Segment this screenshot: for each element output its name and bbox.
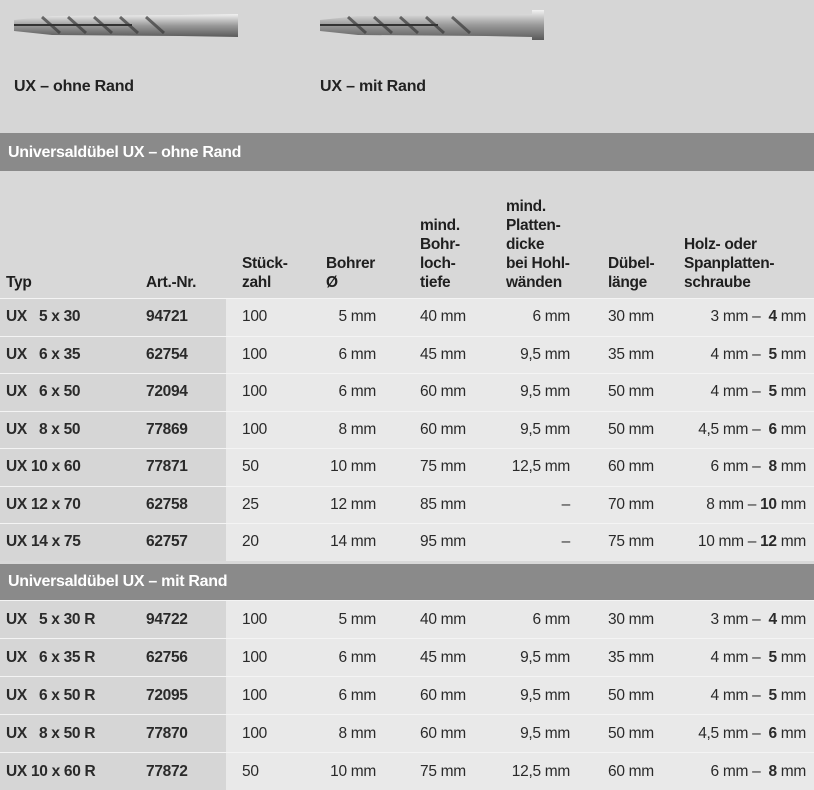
schraube-min: 10 mm – xyxy=(697,533,761,551)
cell-duebellaenge: 50 mm xyxy=(608,420,654,438)
cell-art-nr: 94722 xyxy=(146,610,188,628)
table-row xyxy=(0,336,814,374)
cell-schraube xyxy=(680,299,810,336)
cell-schraube xyxy=(680,412,810,449)
schraube-unit: mm xyxy=(776,308,806,326)
cell-plattendicke: 12,5 mm xyxy=(511,762,570,780)
cell-stueckzahl: 100 xyxy=(242,308,267,326)
cell-art-nr: 62758 xyxy=(146,495,188,513)
cell-typ: UX 14 x 75 xyxy=(6,533,81,551)
cell-duebellaenge: 30 mm xyxy=(608,610,654,628)
cell-art-nr: 72095 xyxy=(146,686,188,704)
cell-schraube xyxy=(680,449,810,486)
cell-plattendicke: 9,5 mm xyxy=(520,648,570,666)
table-row xyxy=(0,448,814,486)
schraube-min: 4 mm – xyxy=(710,686,769,704)
cell-typ: UX 6 x 50 xyxy=(6,383,81,401)
cell-bohrlochtiefe: 40 mm xyxy=(420,610,466,628)
table-row xyxy=(0,600,814,638)
cell-schraube xyxy=(680,677,810,714)
table-row xyxy=(0,486,814,524)
cell-art-nr: 62757 xyxy=(146,533,188,551)
cell-duebellaenge: 35 mm xyxy=(608,648,654,666)
cell-bohrer: 5 mm xyxy=(338,610,376,628)
schraube-min: 8 mm – xyxy=(706,495,761,513)
cell-typ: UX 5 x 30 xyxy=(6,308,81,326)
schraube-max: 6 xyxy=(768,420,777,438)
schraube-min: 4,5 mm – xyxy=(698,420,769,438)
cell-duebellaenge: 70 mm xyxy=(608,495,654,513)
cell-stueckzahl: 100 xyxy=(242,724,267,742)
cell-art-nr: 62754 xyxy=(146,345,188,363)
schraube-max: 12 xyxy=(760,533,777,551)
cell-stueckzahl: 50 xyxy=(242,458,259,476)
cell-duebellaenge: 30 mm xyxy=(608,308,654,326)
table-body-ohne-rand xyxy=(0,298,814,561)
cell-bohrer: 10 mm xyxy=(330,762,376,780)
header-schraube: Holz- oder Spanplatten- schraube xyxy=(684,236,775,291)
cell-bohrer: 10 mm xyxy=(330,458,376,476)
schraube-min: 4 mm – xyxy=(710,383,769,401)
cell-stueckzahl: 100 xyxy=(242,383,267,401)
cell-art-nr: 62756 xyxy=(146,648,188,666)
cell-schraube xyxy=(680,374,810,411)
schraube-min: 6 mm – xyxy=(710,762,769,780)
cell-stueckzahl: 25 xyxy=(242,495,259,513)
schraube-min: 4 mm – xyxy=(710,345,769,363)
cell-typ: UX 8 x 50 R xyxy=(6,724,96,742)
table-row xyxy=(0,638,814,676)
cell-bohrer: 6 mm xyxy=(338,345,376,363)
cell-plattendicke: 9,5 mm xyxy=(520,345,570,363)
schraube-max: 5 xyxy=(768,383,777,401)
schraube-max: 5 xyxy=(768,686,777,704)
table-row xyxy=(0,298,814,336)
dowel-ohne-rand-image xyxy=(12,8,240,42)
table-row xyxy=(0,676,814,714)
cell-plattendicke: 9,5 mm xyxy=(520,383,570,401)
cell-typ: UX 5 x 30 R xyxy=(6,610,96,628)
cell-duebellaenge: 75 mm xyxy=(608,533,654,551)
cell-stueckzahl: 100 xyxy=(242,686,267,704)
cell-stueckzahl: 100 xyxy=(242,610,267,628)
cell-duebellaenge: 60 mm xyxy=(608,458,654,476)
schraube-unit: mm xyxy=(776,458,806,476)
schraube-unit: mm xyxy=(776,345,806,363)
schraube-unit: mm xyxy=(776,495,806,513)
cell-duebellaenge: 50 mm xyxy=(608,724,654,742)
cell-schraube xyxy=(680,715,810,752)
cell-schraube xyxy=(680,601,810,638)
cell-art-nr: 72094 xyxy=(146,383,188,401)
cell-typ: UX 12 x 70 xyxy=(6,495,81,513)
header-art-nr: Art.-Nr. xyxy=(146,274,197,291)
schraube-max: 6 xyxy=(768,724,777,742)
header-bohrlochtiefe: mind. Bohr- loch- tiefe xyxy=(420,217,460,291)
cell-bohrlochtiefe: 60 mm xyxy=(420,383,466,401)
cell-schraube xyxy=(680,753,810,790)
schraube-unit: mm xyxy=(776,383,806,401)
cell-typ: UX 10 x 60 R xyxy=(6,762,96,780)
header-stueckzahl: Stück- zahl xyxy=(242,255,288,291)
cell-duebellaenge: 60 mm xyxy=(608,762,654,780)
schraube-max: 8 xyxy=(768,458,777,476)
cell-art-nr: 77872 xyxy=(146,762,188,780)
cell-duebellaenge: 35 mm xyxy=(608,345,654,363)
schraube-max: 4 xyxy=(768,308,777,326)
cell-bohrlochtiefe: 95 mm xyxy=(420,533,466,551)
schraube-min: 6 mm – xyxy=(710,458,769,476)
cell-bohrer: 6 mm xyxy=(338,383,376,401)
cell-art-nr: 77869 xyxy=(146,420,188,438)
schraube-unit: mm xyxy=(776,610,806,628)
header-duebellaenge: Dübel- länge xyxy=(608,255,655,291)
cell-bohrer: 8 mm xyxy=(338,420,376,438)
header-bohrer: Bohrer Ø xyxy=(326,255,376,291)
cell-schraube xyxy=(680,487,810,524)
cell-stueckzahl: 20 xyxy=(242,533,259,551)
table-row xyxy=(0,411,814,449)
product-image-area xyxy=(0,0,814,133)
header-plattendicke: mind. Platten- dicke bei Hohl- wänden xyxy=(506,198,570,291)
cell-duebellaenge: 50 mm xyxy=(608,383,654,401)
cell-bohrlochtiefe: 40 mm xyxy=(420,308,466,326)
schraube-max: 4 xyxy=(768,610,777,628)
cell-bohrlochtiefe: 85 mm xyxy=(420,495,466,513)
cell-plattendicke: 9,5 mm xyxy=(520,686,570,704)
cell-stueckzahl: 100 xyxy=(242,420,267,438)
schraube-min: 3 mm – xyxy=(710,308,769,326)
cell-art-nr: 94721 xyxy=(146,308,188,326)
schraube-unit: mm xyxy=(776,648,806,666)
caption-mit-rand: UX – mit Rand xyxy=(320,78,426,95)
cell-plattendicke: 9,5 mm xyxy=(520,724,570,742)
cell-typ: UX 10 x 60 xyxy=(6,458,81,476)
header-typ: Typ xyxy=(6,274,32,291)
cell-typ: UX 6 x 35 R xyxy=(6,648,96,666)
schraube-max: 10 xyxy=(760,495,777,513)
cell-bohrlochtiefe: 75 mm xyxy=(420,458,466,476)
dowel-mit-rand-image xyxy=(318,8,546,42)
table-row xyxy=(0,373,814,411)
table-row xyxy=(0,523,814,561)
cell-bohrlochtiefe: 45 mm xyxy=(420,648,466,666)
cell-bohrer: 8 mm xyxy=(338,724,376,742)
schraube-unit: mm xyxy=(776,420,806,438)
cell-duebellaenge: 50 mm xyxy=(608,686,654,704)
table-row xyxy=(0,714,814,752)
schraube-max: 5 xyxy=(768,345,777,363)
cell-schraube xyxy=(680,337,810,374)
cell-stueckzahl: 100 xyxy=(242,648,267,666)
cell-plattendicke: 12,5 mm xyxy=(511,458,570,476)
section-title-ohne-rand: Universaldübel UX – ohne Rand xyxy=(0,133,814,171)
cell-bohrlochtiefe: 75 mm xyxy=(420,762,466,780)
cell-bohrlochtiefe: 60 mm xyxy=(420,724,466,742)
cell-art-nr: 77870 xyxy=(146,724,188,742)
table-body-mit-rand xyxy=(0,600,814,790)
cell-typ: UX 6 x 35 xyxy=(6,345,81,363)
schraube-unit: mm xyxy=(776,724,806,742)
cell-schraube xyxy=(680,524,810,561)
cell-plattendicke: 6 mm xyxy=(532,308,570,326)
cell-bohrlochtiefe: 60 mm xyxy=(420,686,466,704)
cell-bohrer: 5 mm xyxy=(338,308,376,326)
cell-bohrer: 6 mm xyxy=(338,686,376,704)
table-header xyxy=(0,171,814,298)
caption-ohne-rand: UX – ohne Rand xyxy=(14,78,134,95)
schraube-min: 3 mm – xyxy=(710,610,769,628)
cell-stueckzahl: 50 xyxy=(242,762,259,780)
cell-art-nr: 77871 xyxy=(146,458,188,476)
schraube-unit: mm xyxy=(776,762,806,780)
cell-typ: UX 8 x 50 xyxy=(6,420,81,438)
schraube-min: 4 mm – xyxy=(710,648,769,666)
cell-bohrer: 14 mm xyxy=(330,533,376,551)
section-title-mit-rand: Universaldübel UX – mit Rand xyxy=(0,564,814,600)
cell-stueckzahl: 100 xyxy=(242,345,267,363)
schraube-max: 8 xyxy=(768,762,777,780)
cell-plattendicke: – xyxy=(561,533,570,551)
schraube-max: 5 xyxy=(768,648,777,666)
cell-bohrlochtiefe: 45 mm xyxy=(420,345,466,363)
schraube-min: 4,5 mm – xyxy=(698,724,769,742)
schraube-unit: mm xyxy=(776,533,806,551)
schraube-unit: mm xyxy=(776,686,806,704)
cell-bohrer: 6 mm xyxy=(338,648,376,666)
cell-bohrer: 12 mm xyxy=(330,495,376,513)
cell-plattendicke: – xyxy=(561,495,570,513)
cell-bohrlochtiefe: 60 mm xyxy=(420,420,466,438)
cell-plattendicke: 6 mm xyxy=(532,610,570,628)
table-row xyxy=(0,752,814,790)
cell-typ: UX 6 x 50 R xyxy=(6,686,96,704)
cell-plattendicke: 9,5 mm xyxy=(520,420,570,438)
cell-schraube xyxy=(680,639,810,676)
